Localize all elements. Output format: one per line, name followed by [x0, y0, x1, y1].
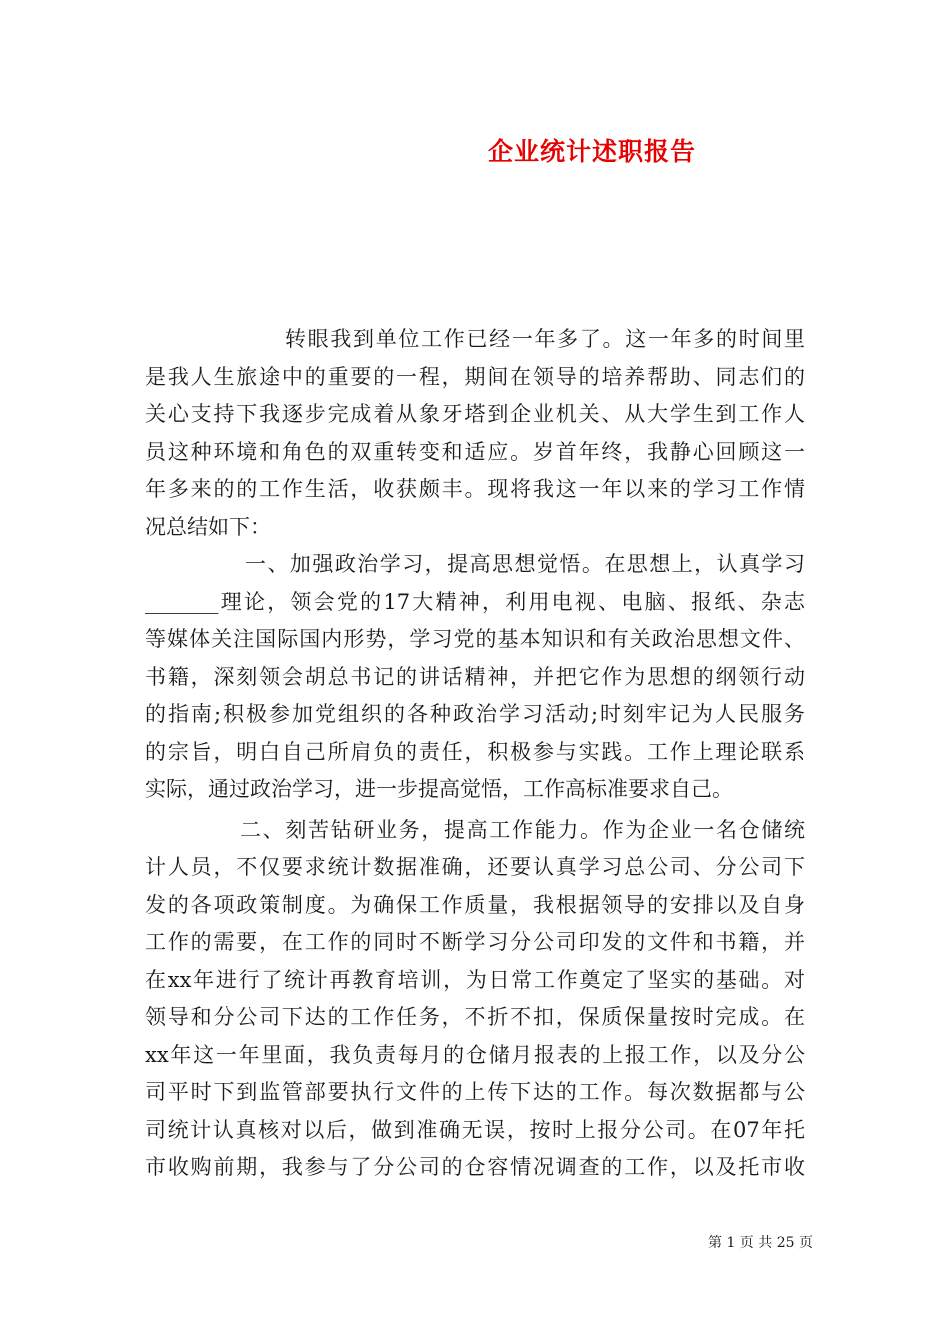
paragraph-line: 况总结如下：: [145, 514, 271, 539]
paragraph-line: 发的各项政策制度。为确保工作质量，我根据领导的安排以及自身: [145, 892, 805, 917]
paragraph-line: xx年这一年里面，我负责每月的仓储月报表的上报工作，以及分公: [145, 1042, 805, 1067]
paragraph-line: 的指南;积极参加党组织的各种政治学习活动;时刻牢记为人民服务: [145, 702, 805, 726]
section-heading-line: 一、加强政治学习，提高思想觉悟。在思想上，认真学习: [245, 552, 805, 576]
paragraph-line: 年多来的的工作生活，收获颇丰。现将我这一年以来的学习工作情: [145, 477, 805, 501]
paragraph-line: 工作的需要，在工作的同时不断学习分公司印发的文件和书籍，并: [145, 930, 805, 954]
paragraph-line: 在xx年进行了统计再教育培训，为日常工作奠定了坚实的基础。对: [145, 967, 805, 992]
paragraph-line: 领导和分公司下达的工作任务，不折不扣，保质保量按时完成。在: [145, 1005, 805, 1029]
paragraph-line: _______理论，领会党的17大精神，利用电视、电脑、报纸、杂志: [145, 589, 805, 614]
page-number-footer: 第 1 页 共 25 页: [708, 1235, 813, 1251]
paragraph-line: 实际，通过政治学习，进一步提高觉悟，工作高标准要求自己。: [145, 777, 733, 801]
paragraph-line: 的宗旨，明白自己所肩负的责任，积极参与实践。工作上理论联系: [145, 739, 805, 764]
document-title: 企业统计述职报告: [488, 137, 697, 166]
section-heading-line: 二、刻苦钻研业务，提高工作能力。作为企业一名仓储统: [240, 817, 805, 842]
paragraph-line: 员这种环境和角色的双重转变和适应。岁首年终，我静心回顾这一: [145, 439, 805, 464]
paragraph-line: 计人员，不仅要求统计数据准确，还要认真学习总公司、分公司下: [145, 855, 805, 879]
paragraph-line: 等媒体关注国际国内形势，学习党的基本知识和有关政治思想文件、: [145, 627, 805, 651]
paragraph-line: 司平时下到监管部要执行文件的上传下达的工作。每次数据都与公: [145, 1080, 805, 1104]
paragraph-line: 司统计认真核对以后，做到准确无误，按时上报分公司。在07年托: [145, 1117, 805, 1142]
paragraph-line: 转眼我到单位工作已经一年多了。这一年多的时间里: [285, 327, 805, 351]
paragraph-line: 是我人生旅途中的重要的一程，期间在领导的培养帮助、同志们的: [145, 364, 805, 389]
paragraph-line: 书籍，深刻领会胡总书记的讲话精神，并把它作为思想的纲领行动: [145, 664, 805, 689]
document-body: [145, 321, 805, 1187]
paragraph-line: 市收购前期，我参与了分公司的仓容情况调查的工作，以及托市收: [145, 1155, 805, 1179]
paragraph-line: 关心支持下我逐步完成着从象牙塔到企业机关、从大学生到工作人: [145, 402, 805, 426]
